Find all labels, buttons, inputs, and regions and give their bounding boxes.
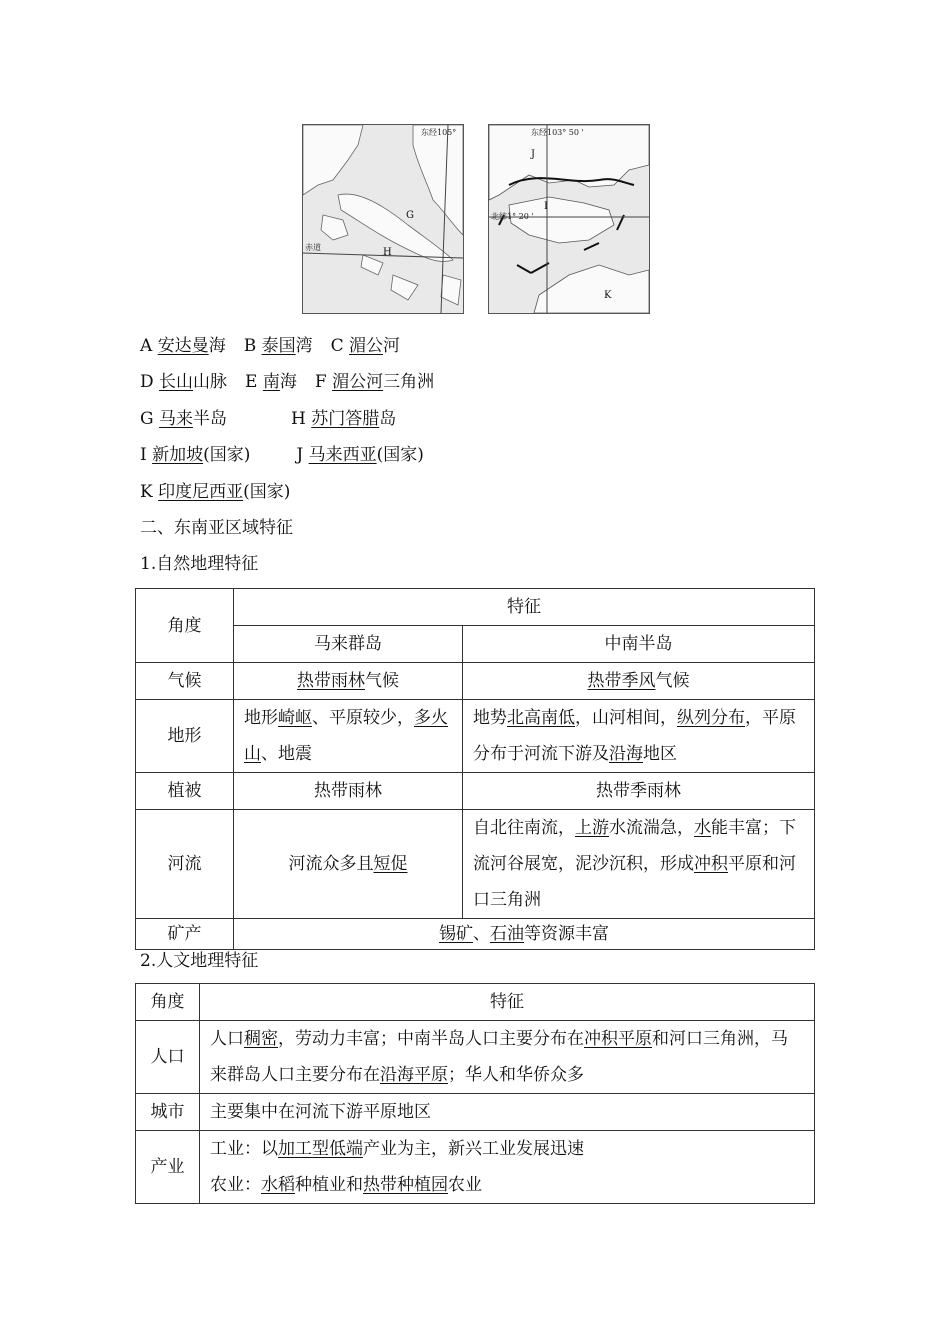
map-label-g: G: [406, 210, 414, 221]
row-label-climate: 气候: [136, 663, 234, 700]
subsection-title-2: 2.人文地理特征: [140, 951, 259, 971]
subsection-title: 1.自然地理特征: [140, 554, 259, 575]
climate-indochina: 热带季风气候: [463, 663, 815, 700]
row-label-vegetation: 植被: [136, 773, 234, 810]
climate-malay: 热带雨林气候: [234, 663, 463, 700]
vegetation-indochina: 热带季雨林: [463, 773, 815, 810]
row-label-river: 河流: [136, 810, 234, 919]
map-malay-sumatra: [302, 124, 464, 314]
answer-list: [140, 333, 840, 588]
river-indochina: 自北往南流，上游水流湍急，水能丰富；下流河谷展宽，泥沙沉积，形成冲积平原和河口三角洲: [463, 810, 815, 919]
city-content: 主要集中在河流下游平原地区: [200, 1094, 815, 1131]
map-label-j: J: [531, 149, 536, 160]
header-angle: 角度: [136, 589, 234, 663]
river-malay: 河流众多且短促: [234, 810, 463, 919]
population-content: 人口稠密，劳动力丰富；中南半岛人口主要分布在冲积平原和河口三角洲，马来群岛人口主要分布在沿海平原；华人和华侨众多: [200, 1021, 815, 1094]
vegetation-malay: 热带雨林: [234, 773, 463, 810]
row-label-city: 城市: [136, 1094, 200, 1131]
map-left-equator-label: 赤道: [305, 243, 321, 252]
answer-line: I 新加坡(国家) J 马来西亚(国家): [140, 445, 424, 466]
agriculture-line: 农业：水稻种植业和热带种植园农业: [210, 1175, 482, 1195]
answer-line: K 印度尼西亚(国家): [140, 481, 291, 502]
header-feature-2: 特征: [200, 984, 815, 1021]
natural-features-table: [135, 588, 815, 950]
header-malay: 马来群岛: [234, 626, 463, 663]
row-label-terrain: 地形: [136, 700, 234, 773]
map-singapore: [488, 124, 650, 314]
row-label-mineral: 矿产: [136, 919, 234, 950]
maps-figure: [302, 124, 650, 314]
answer-line: A 安达曼海 B 泰国湾 C 湄公河: [140, 336, 401, 356]
header-feature: 特征: [234, 589, 815, 626]
human-features-table: [135, 983, 815, 1204]
terrain-indochina: 地势北高南低，山河相间，纵列分布，平原分布于河流下游及沿海地区: [463, 700, 815, 773]
row-label-population: 人口: [136, 1021, 200, 1094]
header-indochina: 中南半岛: [463, 626, 815, 663]
answer-line: G 马来半岛 H 苏门答腊岛: [140, 408, 397, 429]
answer-line: D 长山山脉 E 南海 F 湄公河三角洲: [140, 372, 435, 393]
industry-content: [200, 1131, 815, 1204]
industry-line: 工业：以加工型低端产业为主，新兴工业发展迅速: [210, 1139, 584, 1159]
section-title: 二、东南亚区域特征: [140, 517, 293, 538]
map-right-lat-label: 北纬1° 20 ': [491, 212, 534, 221]
mineral-content: 锡矿、石油等资源丰富: [234, 919, 815, 950]
map-label-i: I: [544, 201, 548, 212]
map-label-h: H: [383, 247, 392, 258]
row-label-industry: 产业: [136, 1131, 200, 1204]
header-angle-2: 角度: [136, 984, 200, 1021]
map-left-lon-label: 东经105°: [421, 128, 457, 137]
map-right-lon-label: 东经103° 50 ': [531, 128, 584, 137]
map-label-k: K: [604, 290, 612, 301]
terrain-malay: 地形崎岖、平原较少，多火山、地震: [234, 700, 463, 773]
